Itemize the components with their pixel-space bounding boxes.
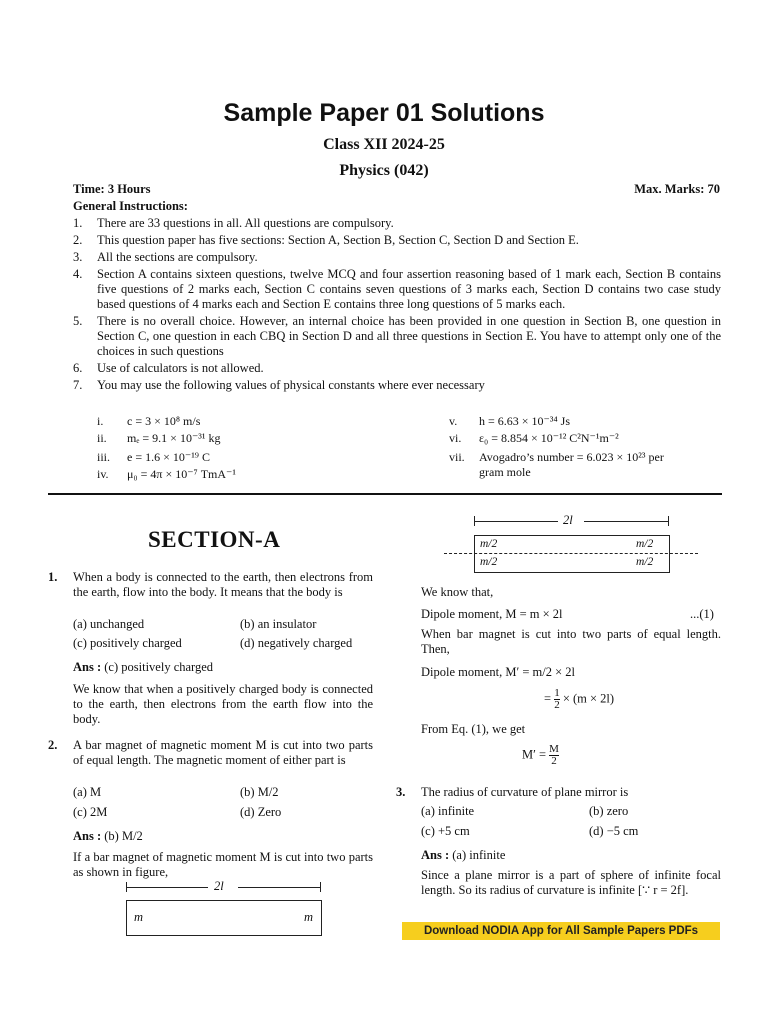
equation-number: ...(1) xyxy=(690,607,714,621)
equation-result xyxy=(522,744,559,767)
half-pole-label: m/2 xyxy=(480,556,498,568)
constant-item xyxy=(97,430,220,447)
answer-label: Ans : xyxy=(73,829,102,843)
half-pole-label: m/2 xyxy=(636,556,654,568)
constant-number: vii. xyxy=(449,450,465,464)
constant-item xyxy=(97,449,210,466)
dimension-line xyxy=(584,521,668,522)
answer xyxy=(73,660,213,675)
dimension-tick xyxy=(668,516,669,526)
instruction-text: Use of calculators is not allowed. xyxy=(97,361,264,375)
constant-number: ii. xyxy=(97,431,107,445)
option-a: (a) unchanged xyxy=(73,617,145,631)
class-line: Class XII 2024-25 xyxy=(323,136,445,153)
answer-explanation: If a bar magnet of magnetic moment M is cut into two parts as shown in figure, xyxy=(73,850,373,879)
option-b: (b) zero xyxy=(589,804,629,818)
constant-value: μ₀ = 4π × 10⁻⁷ TmA⁻¹ xyxy=(127,467,236,481)
constant-value: ε₀ = 8.854 × 10⁻¹² C²N⁻¹m⁻² xyxy=(479,431,619,445)
half-pole-label: m/2 xyxy=(480,538,498,550)
pole-label-right: m xyxy=(304,910,314,924)
instruction-number: 1. xyxy=(73,216,83,230)
answer-explanation: We know that when a positively charged body is connected to the earth, then electrons from the earth flow into the body. xyxy=(73,682,373,726)
dimension-label: 2l xyxy=(563,513,573,527)
derivation-text: When bar magnet is cut into two parts of equal length. Then, xyxy=(421,627,721,656)
equation-lhs: M′ = xyxy=(522,747,547,762)
answer-value: (a) infinite xyxy=(452,848,506,862)
question-text: When a body is connected to the earth, then electrons from the earth, flow into the body. It means that the body is xyxy=(73,570,373,599)
instruction-number: 7. xyxy=(73,378,83,392)
equation-3 xyxy=(544,688,614,711)
fraction-denominator: 2 xyxy=(549,755,559,767)
fraction xyxy=(549,744,559,767)
constant-value: h = 6.63 × 10⁻³⁴ Js xyxy=(479,414,570,428)
instruction-item xyxy=(73,250,721,265)
derivation-text: We know that, xyxy=(421,585,494,599)
instruction-item xyxy=(73,216,721,231)
divider xyxy=(48,493,722,495)
instructions-heading: General Instructions: xyxy=(73,199,188,213)
constant-number: iv. xyxy=(97,467,109,481)
dimension-line xyxy=(238,887,320,888)
constant-value: Avogadro’s number = 6.023 × 10²³ per xyxy=(479,450,664,464)
option-a: (a) infinite xyxy=(421,804,475,818)
answer-value: (b) M/2 xyxy=(104,829,143,843)
instruction-item xyxy=(73,378,721,393)
instruction-number: 4. xyxy=(73,267,83,281)
answer-label: Ans : xyxy=(73,660,102,674)
instruction-text: There is no overall choice. However, an internal choice has been provided in one question in Section B, one question in Section C, one question in each CBQ in Section D and all three questions in Section E. You have to attempt only one of the choices in such questions xyxy=(97,314,721,358)
answer-label: Ans : xyxy=(421,848,450,862)
constant-number: i. xyxy=(97,414,104,428)
instruction-item xyxy=(73,233,721,248)
constant-value: c = 3 × 10⁸ m/s xyxy=(127,414,201,428)
answer-explanation: Since a plane mirror is a part of sphere of infinite focal length. So its radius of curvature is infinite [∵ r = 2f]. xyxy=(421,868,721,897)
magnet-bar xyxy=(126,900,322,936)
answer xyxy=(421,848,505,863)
option-d: (d) −5 cm xyxy=(589,824,639,838)
fraction-numerator: M xyxy=(549,743,559,755)
instruction-text: All the sections are compulsory. xyxy=(97,250,258,264)
answer xyxy=(73,829,143,844)
option-a: (a) M xyxy=(73,785,102,799)
fraction-denominator: 2 xyxy=(554,699,560,711)
dimension-line xyxy=(474,521,558,522)
constant-number: vi. xyxy=(449,431,462,445)
instruction-number: 5. xyxy=(73,314,83,328)
option-d: (d) negatively charged xyxy=(240,636,353,650)
constant-item xyxy=(449,430,619,447)
option-b: (b) M/2 xyxy=(240,785,279,799)
dimension-label: 2l xyxy=(214,879,224,893)
instruction-text: There are 33 questions in all. All questions are compulsory. xyxy=(97,216,394,230)
instruction-text: Section A contains sixteen questions, twelve MCQ and four assertion reasoning based of 1 mark each, Section B contains five questions of 2 marks each, Section C contains seven questions of 3 marks each, Section D contains two case study based questions of 4 marks each and Section E contains three long questions of 5 marks each. xyxy=(97,267,721,311)
constant-item xyxy=(449,413,570,430)
instruction-item xyxy=(73,267,721,312)
constant-number: v. xyxy=(449,414,458,428)
instruction-number: 3. xyxy=(73,250,83,264)
equation-1: Dipole moment, M = m × 2l xyxy=(421,607,563,621)
section-title: SECTION-A xyxy=(148,527,281,552)
option-c: (c) +5 cm xyxy=(421,824,470,838)
equation-rhs: × (m × 2l) xyxy=(562,691,615,706)
instructions-list xyxy=(73,216,721,395)
question-text: The radius of curvature of plane mirror is xyxy=(421,785,629,799)
instruction-number: 6. xyxy=(73,361,83,375)
dimension-tick xyxy=(320,882,321,892)
equals-sign: = xyxy=(544,691,552,706)
fraction xyxy=(554,688,560,711)
constant-item-cont: gram mole xyxy=(479,465,531,479)
instruction-item xyxy=(73,314,721,359)
derivation-text: From Eq. (1), we get xyxy=(421,722,526,736)
page-title: Sample Paper 01 Solutions xyxy=(223,99,545,127)
option-d: (d) Zero xyxy=(240,805,282,819)
answer-value: (c) positively charged xyxy=(104,660,214,674)
question-number: 1. xyxy=(48,570,58,584)
option-c: (c) 2M xyxy=(73,805,108,819)
question-number: 3. xyxy=(396,785,406,799)
constant-number: iii. xyxy=(97,450,111,464)
time-label: Time: 3 Hours xyxy=(73,182,151,196)
constant-item xyxy=(97,413,200,430)
equation-2: Dipole moment, M′ = m/2 × 2l xyxy=(421,665,575,679)
constant-value: mₑ = 9.1 × 10⁻³¹ kg xyxy=(127,431,221,445)
half-pole-label: m/2 xyxy=(636,538,654,550)
cut-line xyxy=(444,553,698,554)
constant-value: e = 1.6 × 10⁻¹⁹ C xyxy=(127,450,210,464)
option-b: (b) an insulator xyxy=(240,617,317,631)
instruction-text: This question paper has five sections: Section A, Section B, Section C, Section D and Section E. xyxy=(97,233,579,247)
question-number: 2. xyxy=(48,738,58,752)
question-text: A bar magnet of magnetic moment M is cut into two parts of equal length. The magnetic moment of either part is xyxy=(73,738,373,767)
fraction-numerator: 1 xyxy=(554,687,560,699)
instruction-number: 2. xyxy=(73,233,83,247)
instruction-text: You may use the following values of physical constants where ever necessary xyxy=(97,378,485,392)
max-marks-label: Max. Marks: 70 xyxy=(634,182,720,196)
option-c: (c) positively charged xyxy=(73,636,182,650)
download-app-banner[interactable]: Download NODIA App for All Sample Papers PDFs xyxy=(402,922,720,940)
subject-line: Physics (042) xyxy=(339,162,429,179)
dimension-line xyxy=(126,887,208,888)
constant-item xyxy=(97,466,236,483)
pole-label-left: m xyxy=(134,910,144,924)
instruction-item xyxy=(73,361,721,376)
